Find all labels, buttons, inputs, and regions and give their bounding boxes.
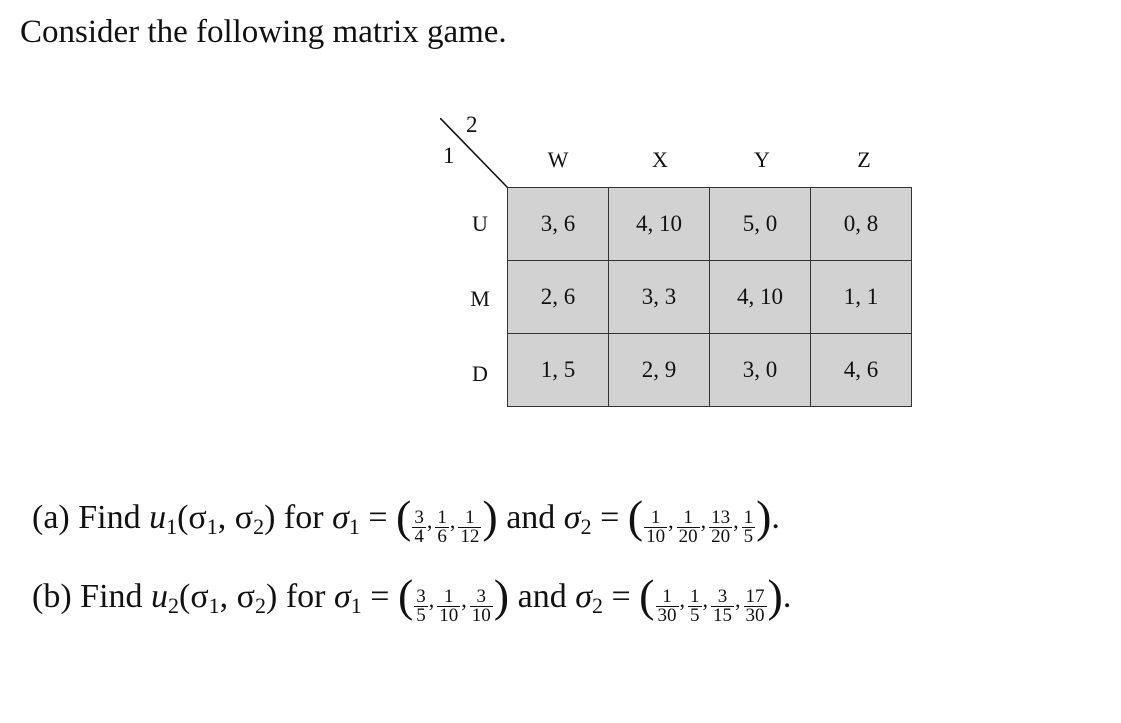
payoff-cell: 4, 10 <box>609 188 710 261</box>
fraction: $\frac{3}{4}$ <box>414 507 424 547</box>
payoff-cell: 3, 0 <box>710 334 811 407</box>
equals-sign: = <box>611 578 631 615</box>
sigma-symbol: σ <box>575 578 592 615</box>
equals-sign: = <box>370 578 390 615</box>
args-mid: , σ <box>217 499 254 536</box>
payoff-cell: 4, 10 <box>710 261 811 334</box>
args-close: ) <box>266 578 278 615</box>
end-period: . <box>782 578 792 615</box>
and-word: and <box>506 499 556 536</box>
fraction: $\frac{1}{12}$ <box>460 507 480 547</box>
payoff-matrix <box>507 187 912 407</box>
arg1-subscript: 1 <box>206 514 218 539</box>
sigma-symbol: σ <box>333 578 351 615</box>
sigma2-subscript: 2 <box>591 593 603 618</box>
column-header-x: X <box>652 147 668 172</box>
payoff-cell: 0, 8 <box>811 188 912 261</box>
utility-subscript: 1 <box>166 514 178 539</box>
sigma2-vector: ( $\frac{1}{30}$ , $\frac{1}{5}$ , $\frac{3}{15}$ , $\frac{17}{30}$ ) <box>639 570 783 626</box>
sigma-symbol: σ <box>563 499 581 536</box>
question-label: (a) <box>32 499 70 536</box>
payoff-cell: 3, 3 <box>609 261 710 334</box>
and-word: and <box>517 578 567 615</box>
sigma1-vector: ( $\frac{3}{4}$ , $\frac{1}{6}$ , $\frac{1}{12}$ ) <box>396 491 498 547</box>
player-2-label: 2 <box>466 112 478 137</box>
utility-symbol: u <box>151 578 169 615</box>
fraction: $\frac{17}{30}$ <box>745 586 765 626</box>
sigma1-vector: ( $\frac{3}{5}$ , $\frac{1}{10}$ , $\frac{3}{10}$ ) <box>397 570 510 626</box>
equals-sign: = <box>368 499 388 536</box>
fraction: $\frac{3}{5}$ <box>416 586 426 626</box>
sigma2-vector: ( $\frac{1}{10}$ , $\frac{1}{20}$ , $\frac{13}{20}$ , $\frac{1}{5}$ ) <box>627 491 772 547</box>
payoff-cell: 2, 9 <box>609 334 710 407</box>
question-b <box>32 570 792 626</box>
intro-text: Consider the following matrix game. <box>20 14 507 50</box>
matrix-row-m <box>508 261 912 334</box>
sigma1-subscript: 1 <box>348 514 360 539</box>
args-close: ) <box>264 499 276 536</box>
row-header-m: M <box>470 286 490 311</box>
find-word: Find <box>78 499 141 536</box>
column-header-y: Y <box>754 147 770 172</box>
arg2-subscript: 2 <box>253 514 265 539</box>
fraction: $\frac{13}{20}$ <box>711 507 731 547</box>
sigma-symbol: σ <box>332 499 349 536</box>
row-header-d: D <box>472 361 488 386</box>
fraction: $\frac{1}{10}$ <box>646 507 666 547</box>
payoff-cell: 3, 6 <box>508 188 609 261</box>
column-header-z: Z <box>857 147 871 172</box>
sigma1-subscript: 1 <box>350 593 362 618</box>
fraction: $\frac{1}{6}$ <box>437 507 447 547</box>
end-period: . <box>771 499 780 536</box>
fraction: $\frac{3}{10}$ <box>471 586 491 626</box>
payoff-cell: 1, 5 <box>508 334 609 407</box>
args-open: (σ <box>179 578 209 615</box>
payoff-cell: 4, 6 <box>811 334 912 407</box>
fraction: $\frac{3}{15}$ <box>713 586 732 626</box>
matrix-row-u <box>508 188 912 261</box>
for-word: for <box>285 578 326 615</box>
for-word: for <box>283 499 324 536</box>
find-word: Find <box>80 578 143 615</box>
question-a <box>32 491 780 547</box>
utility-symbol: u <box>149 499 167 536</box>
payoff-cell: 1, 1 <box>811 261 912 334</box>
fraction: $\frac{1}{30}$ <box>657 586 677 626</box>
sigma2-subscript: 2 <box>580 514 592 539</box>
args-open: (σ <box>177 499 207 536</box>
player-1-label: 1 <box>443 143 455 168</box>
column-header-w: W <box>547 147 569 172</box>
payoff-cell: 5, 0 <box>710 188 811 261</box>
args-mid: , σ <box>219 578 255 615</box>
equals-sign: = <box>600 499 620 536</box>
question-label: (b) <box>32 578 72 615</box>
row-header-u: U <box>472 211 488 236</box>
fraction: $\frac{1}{5}$ <box>690 586 700 626</box>
fraction: $\frac{1}{10}$ <box>439 586 459 626</box>
utility-subscript: 2 <box>168 593 180 618</box>
fraction: $\frac{1}{5}$ <box>743 507 754 547</box>
arg1-subscript: 1 <box>208 593 220 618</box>
arg2-subscript: 2 <box>255 593 266 618</box>
payoff-cell: 2, 6 <box>508 261 609 334</box>
matrix-row-d <box>508 334 912 407</box>
fraction: $\frac{1}{20}$ <box>678 507 698 547</box>
